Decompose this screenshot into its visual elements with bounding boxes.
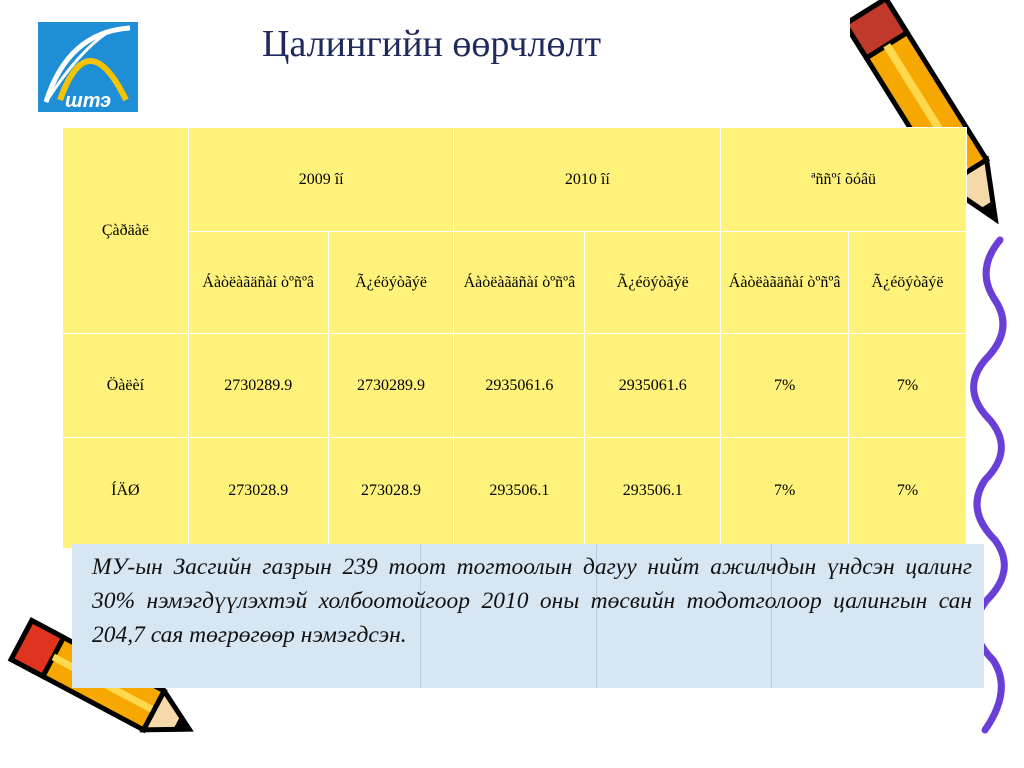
table-cell: 293506.1	[585, 438, 721, 549]
company-logo	[38, 22, 138, 112]
header-growth: ªññºí õóâü	[721, 128, 967, 232]
table-row	[63, 438, 967, 549]
subheader-budget-growth: Áàòëàãäñàí òºñºâ	[721, 232, 849, 334]
subheader-actual-2009: Ã¿éöýòãýë	[328, 232, 454, 334]
table-cell: 2730289.9	[328, 334, 454, 438]
header-year-2010: 2010 îí	[454, 128, 721, 232]
header-category: Çàðäàë	[63, 128, 189, 334]
salary-table	[62, 127, 967, 549]
subheader-actual-2010: Ã¿éöýòãýë	[585, 232, 721, 334]
logo-text: штэ	[64, 90, 112, 112]
slide-title: Цалингийн өөрчлөлт	[262, 23, 602, 65]
caption-box	[72, 544, 984, 688]
table-cell: 2730289.9	[188, 334, 328, 438]
subheader-budget-2010: Áàòëàãäñàí òºñºâ	[454, 232, 585, 334]
table-cell: 273028.9	[188, 438, 328, 549]
table-cell: 273028.9	[328, 438, 454, 549]
table-row	[63, 334, 967, 438]
table-cell: 7%	[849, 334, 967, 438]
table-cell: 2935061.6	[454, 334, 585, 438]
table-cell: 7%	[849, 438, 967, 549]
table-cell: 2935061.6	[585, 334, 721, 438]
header-year-2009: 2009 îí	[188, 128, 454, 232]
caption-text: МУ-ын Засгийн газрын 239 тоот тогтоолын дагуу нийт ажилчдын үндсэн цалинг 30% нэмэгдүүлэхтэй холбоотойгоор 2010 оны төсвийн тодотголоор цалингын сан 204,7 сая төгрөгөөр нэмэгдсэн.	[92, 554, 972, 648]
row-label: ÍÄØ	[63, 438, 189, 549]
row-label: Öàëèí	[63, 334, 189, 438]
subheader-budget-2009: Áàòëàãäñàí òºñºâ	[188, 232, 328, 334]
table-cell: 7%	[721, 334, 849, 438]
table-cell: 293506.1	[454, 438, 585, 549]
table-cell: 7%	[721, 438, 849, 549]
subheader-actual-growth: Ã¿éöýòãýë	[849, 232, 967, 334]
